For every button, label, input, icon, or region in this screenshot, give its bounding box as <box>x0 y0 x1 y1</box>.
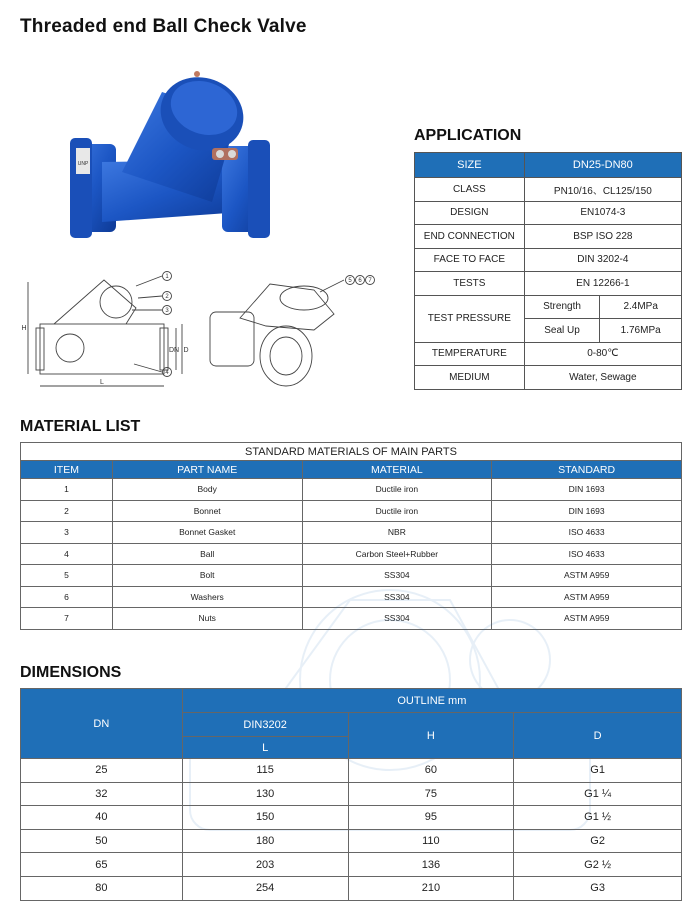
dn-value: 50 <box>21 829 183 853</box>
part-name: Bonnet <box>112 500 302 522</box>
din-header: DIN3202 <box>182 713 348 737</box>
application-row-value: PN10/16、CL125/150 <box>524 178 681 202</box>
d-value: G2 <box>514 829 682 853</box>
h-value: 210 <box>348 876 514 900</box>
col-header-item: ITEM <box>21 461 113 479</box>
drawing-label-dn: DN <box>168 347 180 354</box>
item-number: 1 <box>21 479 113 501</box>
application-row-value: EN 12266-1 <box>524 272 681 296</box>
part-name: Ball <box>112 543 302 565</box>
valve-photo <box>62 62 278 252</box>
material-list-heading: MATERIAL LIST <box>20 418 141 435</box>
dn-value: 40 <box>21 806 183 830</box>
drawing-callout-3: 3 <box>165 308 169 314</box>
dn-value: 25 <box>21 759 183 783</box>
drawing-label-d: D <box>183 347 189 354</box>
l-header: L <box>182 737 348 759</box>
d-value: G3 <box>514 876 682 900</box>
application-row-label: DESIGN <box>415 201 525 225</box>
dimensions-table <box>20 688 682 901</box>
part-name: Bonnet Gasket <box>112 522 302 544</box>
material-caption-row <box>21 443 682 461</box>
dimensions-heading: DIMENSIONS <box>20 664 122 681</box>
h-value: 136 <box>348 853 514 877</box>
h-value: 60 <box>348 759 514 783</box>
page-title: Threaded end Ball Check Valve <box>20 16 307 37</box>
l-value: 203 <box>182 853 348 877</box>
drawing-label-h: H <box>21 325 27 332</box>
application-row <box>415 201 682 225</box>
item-number: 3 <box>21 522 113 544</box>
h-header: H <box>348 713 514 759</box>
standard: ASTM A959 <box>492 565 682 587</box>
application-header-row <box>415 153 682 178</box>
application-table <box>414 152 682 390</box>
dimensions-row <box>21 759 682 783</box>
standard: ASTM A959 <box>492 608 682 630</box>
l-value: 150 <box>182 806 348 830</box>
drawing-callout-5: 5 <box>348 278 352 284</box>
material: SS304 <box>302 586 492 608</box>
dimensions-row <box>21 853 682 877</box>
application-row <box>415 272 682 296</box>
dimensions-row <box>21 806 682 830</box>
h-value: 75 <box>348 782 514 806</box>
standard: ASTM A959 <box>492 586 682 608</box>
material: SS304 <box>302 608 492 630</box>
medium-value: Water, Sewage <box>524 366 681 390</box>
sealup-value: 1.76MPa <box>600 319 682 343</box>
medium-row <box>415 366 682 390</box>
dimensions-row <box>21 829 682 853</box>
drawing-callout-7: 7 <box>368 278 372 284</box>
dn-value: 32 <box>21 782 183 806</box>
material: NBR <box>302 522 492 544</box>
l-value: 115 <box>182 759 348 783</box>
outline-header: OUTLINE mm <box>182 689 681 713</box>
application-heading: APPLICATION <box>414 127 522 144</box>
strength-label: Strength <box>524 295 600 319</box>
drawing-callout-1: 1 <box>165 274 169 280</box>
size-value: DN25-DN80 <box>524 153 681 178</box>
application-row-value: BSP ISO 228 <box>524 225 681 249</box>
application-row <box>415 248 682 272</box>
material-row <box>21 479 682 501</box>
test-pressure-label: TEST PRESSURE <box>415 295 525 342</box>
drawing-callout-4: 4 <box>165 370 169 376</box>
temperature-label: TEMPERATURE <box>415 342 525 366</box>
drawing-callout-6: 6 <box>358 278 362 284</box>
d-value: G1 ½ <box>514 806 682 830</box>
d-header: D <box>514 713 682 759</box>
dimensions-header-row <box>21 689 682 713</box>
item-number: 5 <box>21 565 113 587</box>
part-name: Nuts <box>112 608 302 630</box>
part-name: Washers <box>112 586 302 608</box>
application-row-label: END CONNECTION <box>415 225 525 249</box>
l-value: 254 <box>182 876 348 900</box>
col-header-standard: STANDARD <box>492 461 682 479</box>
material: Ductile iron <box>302 479 492 501</box>
material-caption: STANDARD MATERIALS OF MAIN PARTS <box>21 443 682 461</box>
application-row-label: TESTS <box>415 272 525 296</box>
material-row <box>21 500 682 522</box>
temperature-row <box>415 342 682 366</box>
application-row-label: CLASS <box>415 178 525 202</box>
valve-drawings <box>14 268 394 390</box>
dimensions-row <box>21 876 682 900</box>
temperature-value: 0-80℃ <box>524 342 681 366</box>
application-row <box>415 225 682 249</box>
col-header-material: MATERIAL <box>302 461 492 479</box>
application-row-value: DIN 3202-4 <box>524 248 681 272</box>
material: Carbon Steel+Rubber <box>302 543 492 565</box>
application-row <box>415 178 682 202</box>
material: SS304 <box>302 565 492 587</box>
d-value: G1 ¼ <box>514 782 682 806</box>
standard: ISO 4633 <box>492 522 682 544</box>
sealup-label: Seal Up <box>524 319 600 343</box>
material-header-row <box>21 461 682 479</box>
medium-label: MEDIUM <box>415 366 525 390</box>
application-row-value: EN1074-3 <box>524 201 681 225</box>
item-number: 7 <box>21 608 113 630</box>
h-value: 95 <box>348 806 514 830</box>
standard: ISO 4633 <box>492 543 682 565</box>
standard: DIN 1693 <box>492 479 682 501</box>
item-number: 2 <box>21 500 113 522</box>
size-label: SIZE <box>415 153 525 178</box>
drawing-label-l: L <box>100 379 104 386</box>
l-value: 180 <box>182 829 348 853</box>
l-value: 130 <box>182 782 348 806</box>
dimensions-row <box>21 782 682 806</box>
item-number: 6 <box>21 586 113 608</box>
test-pressure-row <box>415 295 682 319</box>
material-row <box>21 522 682 544</box>
col-header-part-name: PART NAME <box>112 461 302 479</box>
d-value: G2 ½ <box>514 853 682 877</box>
part-name: Body <box>112 479 302 501</box>
valve-plate-text: UNP <box>77 161 89 167</box>
drawing-callout-2: 2 <box>165 294 169 300</box>
strength-value: 2.4MPa <box>600 295 682 319</box>
application-row-label: FACE TO FACE <box>415 248 525 272</box>
dn-value: 80 <box>21 876 183 900</box>
h-value: 110 <box>348 829 514 853</box>
item-number: 4 <box>21 543 113 565</box>
dn-header: DN <box>21 689 183 759</box>
standard: DIN 1693 <box>492 500 682 522</box>
part-name: Bolt <box>112 565 302 587</box>
material: Ductile iron <box>302 500 492 522</box>
d-value: G1 <box>514 759 682 783</box>
dn-value: 65 <box>21 853 183 877</box>
